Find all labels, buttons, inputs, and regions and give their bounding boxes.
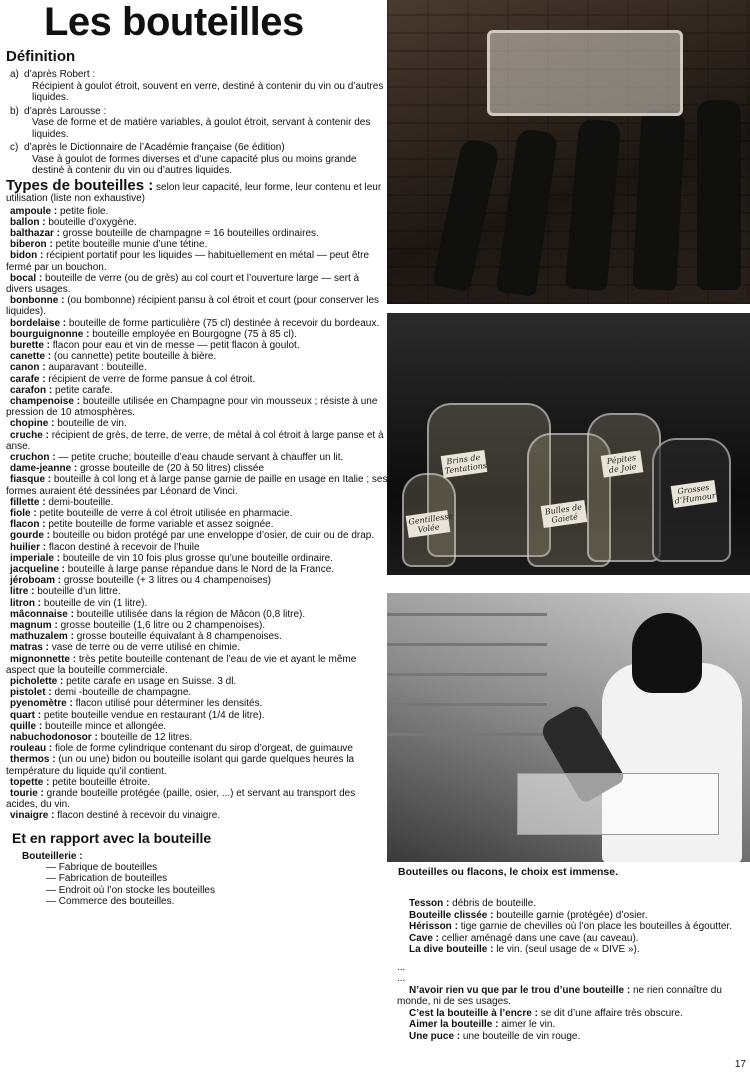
bottle-type-term: huilier : [10,541,47,553]
ellipsis: ... [397,961,406,973]
definition-label: c) [10,142,19,153]
bottle-type-entry [6,575,388,586]
shelf [387,613,547,616]
bottle-type-def: bouteille utilisée dans la région de Mâcon (0,8 litre). [76,608,306,620]
bottle-type-term: dame-jeanne : [10,463,78,475]
bottle-type-entry [6,519,388,530]
definition-item [10,106,388,141]
bottle-type-def: bouteille d’un littre. [37,586,121,598]
expression-item [397,921,747,933]
expression-term: Tesson : [409,898,450,909]
jar-label: Pépites de Joie [601,450,644,477]
bottle-type-def: demi -bouteille de champagne. [54,687,192,699]
bottle-type-term: fiole : [10,507,37,519]
expression-term: Aimer la bouteille : [409,1019,499,1030]
bottle-type-term: bidon : [10,250,44,262]
expression-term: Hérisson : [409,921,458,932]
bottle-type-def: petite bouteille vendue en restaurant (1/4 de litre). [43,709,265,721]
jar-label: Bulles de Gaieté [541,500,588,528]
bottle-type-term: carafon : [10,384,53,396]
shelf [387,643,547,646]
left-column [6,0,388,908]
bottle-type-def: vase de terre ou de verre utilisé en chimie. [51,642,241,654]
bottle-type-entry [6,508,388,519]
definition-item [10,142,388,177]
bottle [697,100,741,290]
bottle-type-term: biberon : [10,239,53,251]
bottle-type-entry [6,553,388,564]
bottle-type-def: bouteille mince et allongée. [45,720,167,732]
bottle-type-term: magnum : [10,620,58,632]
expression-def: débris de bouteille. [452,898,537,909]
bottle-type-def: bouteille de 12 litres. [100,732,193,744]
definition-body [24,69,388,104]
bottle-type-entry [6,430,388,452]
bottle-type-def: grande bouteille protégée (paille, osier, ...) et servant au transport des acides, du vin. [6,788,356,811]
bottle-type-term: pyenomètre : [10,698,73,710]
expression-item [397,898,747,910]
bottle-type-entry [6,452,388,463]
bottle-type-term: mignonnette : [10,653,77,665]
bottle-type-entry [6,418,388,429]
ellipsis: ... [397,973,406,984]
definition-text: Vase à goulot de formes diverses et d’une capacité plus ou moins grande destiné à contenir du vin ou d’autres liquides. [32,153,357,176]
jar-label: Gentillesse Volée [406,510,451,538]
rapport-item: — Fabrique de bouteilles [46,862,388,874]
bottle-type-def: grosse bouteille de champagne = 16 bouteilles ordinaires. [62,227,319,239]
definition-label: b) [10,105,19,117]
bottle-type-entry [6,620,388,631]
bottle-type-entry [6,228,388,239]
bottle-type-def: petite bouteille de verre à col étroit utilisée en pharmacie. [39,507,293,519]
bottle-type-term: bonbonne : [10,295,65,307]
bottle-type-entry [6,273,388,295]
bottle-type-entry [6,239,388,250]
bottle-type-term: jéroboam : [10,575,62,587]
bottle-type-entry [6,206,388,217]
bottle-type-term: litron : [10,597,42,609]
bottle-type-term: cruchon : [10,451,56,463]
bottle-type-term: chopine : [10,418,55,430]
bottle-type-term: tourie : [10,788,44,800]
bottle-type-entry [6,598,388,609]
expression-def: le vin. (seul usage de « DIVE »). [496,944,640,955]
bottle-type-term: litre : [10,586,35,598]
bottle-type-entry [6,542,388,553]
rapport-heading: Et en rapport avec la bouteille [12,829,212,846]
definition-item [10,69,388,104]
expression-term: La dive bouteille : [409,944,494,955]
bottle-type-term: jacqueline : [10,564,66,575]
shelf [387,703,547,706]
woman-hair [632,613,702,693]
bottle-type-entry [6,676,388,687]
bottle-type-entry [6,385,388,396]
bottle-type-def: petite fiole. [60,205,109,217]
expression-def: se dit d’une affaire très obscure. [540,1007,683,1019]
bottle-type-entry [6,497,388,508]
photo-bottle-rack [387,0,750,304]
rapport-list [46,862,388,908]
expression-def: ne rien connaître du monde, ni de ses usages. [397,984,722,1007]
bottle-type-entry [6,250,388,272]
rapport-item: — Endroit où l’on stocke les bouteilles [46,885,388,897]
bottle-type-entry [6,777,388,788]
bottle-type-term: bordelaise : [10,317,67,329]
expression-def: tige garnie de chevilles où l’on place les bouteilles à égoutter. [460,921,732,932]
bottle-type-def: bouteille de vin 10 fois plus grosse qu’une bouteille ordinaire. [62,552,333,564]
bottle-type-def: bouteille d’oxygène. [48,216,137,228]
bottle-type-entry [6,609,388,620]
bottle-type-def: — petite cruche; bouteille d’eau chaude servant à chauffer un lit. [58,451,344,463]
expression-def: une bouteille de vin rouge. [462,1030,581,1042]
bottle-type-def: récipient portatif pour les liquides — habituellement en métal — peut être fermé par un bouchon. [6,250,370,273]
bottle-type-term: champenoise : [10,395,81,407]
bottle-type-entry [6,788,388,810]
expression-item [397,1031,747,1043]
expression-def: aimer le vin. [501,1019,556,1030]
bottle-type-entry [6,631,388,642]
jar-label: Brins de Tentations [441,450,488,478]
bottle-type-def: (ou bombonne) récipient pansu à col étroit et court (pour conserver les liquides). [6,295,380,318]
bottle-type-entry [6,474,388,496]
bottle-type-term: bocal : [10,272,43,284]
bottle-type-entry [6,530,388,541]
bottle-type-entry [6,754,388,776]
bottle-type-term: mathuzalem : [10,631,74,643]
photo-jars [387,313,750,575]
expression-item [397,985,747,1008]
jar-label: Grosses d’Humour [671,480,718,508]
bottle-type-term: bourguignonne : [10,328,90,340]
photo-caption: Bouteilles ou flacons, le choix est immense. [398,866,618,878]
rapport-item: — Commerce des bouteilles. [46,896,388,908]
rapport-item: — Fabrication de bouteilles [46,873,388,885]
bottle-type-entry [6,721,388,732]
bottle-type-def: bouteille employée en Bourgogne (75 à 85 cl). [92,328,297,340]
definition-body [24,142,388,177]
expression-def: bouteille garnie (protégée) d’osier. [496,909,648,921]
bottle-type-term: thermos : [10,754,56,766]
bottle-type-term: quille : [10,720,43,732]
bottle-type-entry [6,463,388,474]
bottle-type-entry [6,654,388,676]
bottle-type-term: flacon : [10,519,46,531]
bottle-type-def: fiole de forme cylindrique contenant du sirop d’orgeat, de guimauve [55,743,353,755]
bottle-type-def: demi-bouteille. [48,496,114,508]
bottle-type-term: picholette : [10,676,64,688]
types-intro: selon leur capacité, leur forme, leur contenu et leur utilisation (liste non exhaustive) [6,181,382,204]
bottle-type-entry [6,318,388,329]
bottle-type-entry [6,295,388,317]
expression-term: Bouteille clissée : [409,909,494,921]
photo-lab-woman [387,593,750,862]
expression-item [397,944,747,956]
shelf [387,673,547,676]
expression-term: Une puce : [409,1030,461,1042]
definition-source: d’après Larousse : [24,105,107,117]
bottle-type-def: grosse bouteille de (20 à 50 litres) clissée [80,463,265,475]
bottle-type-def: bouteille à col long et à large panse garnie de paille en usage en Italie ; ses formes auraient été dessinées par Léonard de Vinci. [6,474,388,497]
bottle-type-def: bouteille à large panse répandue dans le Nord de la France. [67,564,335,575]
bottle-type-term: pistolet : [10,687,52,699]
bottle-type-term: burette : [10,339,50,351]
expression-def: cellier aménagé dans une cave (au caveau). [441,932,639,944]
bottle-type-def: très petite bouteille contenant de l’eau de vie et ayant le même aspect que la bouteille commerciale. [6,653,357,676]
bottle-type-def: grosse bouteille équivalant à 8 champenoises. [76,631,282,643]
bottle-type-entry [6,642,388,653]
bottle-type-def: flacon destiné à recevoir du vinaigre. [57,810,221,822]
bottle-type-term: nabuchodonosor : [10,732,98,744]
rack-basket [487,30,683,116]
definition-source: d’après Robert : [24,69,96,80]
bottle-type-def: récipient de grès, de terre, de verre, de métal à col étroit à large panse et à anse. [6,429,384,452]
bottle-type-def: petite bouteille de forme variable et assez soignée. [48,519,274,531]
expression-term: Cave : [409,932,440,944]
definition-source: d’après le Dictionnaire de l’Académie française (6e édition) [24,142,285,153]
bottle-type-def: récipient de verre de forme pansue à col étroit. [48,373,256,385]
expression-item [397,933,747,945]
shelf [387,733,547,736]
definition-heading: Définition [6,48,76,65]
bottle-type-entry [6,351,388,362]
bottle-type-term: ballon : [10,216,46,228]
bottle-type-entry [6,374,388,385]
bottle-type-term: fillette : [10,496,46,508]
page-number: 17 [734,1059,746,1070]
expression-term: N’avoir rien vu que par le trou d’une bouteille : [409,984,631,996]
types-heading: Types de bouteilles : [6,176,154,194]
expression-item [397,1019,747,1031]
bottle-type-term: balthazar : [10,227,61,239]
bottle-type-term: mâconnaise : [10,608,74,620]
bottle-type-def: grosse bouteille (+ 3 litres ou 4 champenoises) [63,575,271,587]
bottle-type-def: bouteille utilisée en Champagne pour vin mousseux ; résiste à une pression de 10 atmosphères. [6,395,378,419]
bottle-type-term: gourde : [10,530,50,542]
bottle-type-term: rouleau : [10,743,53,755]
expressions-list [397,898,747,1042]
bottle-type-def: (un ou une) bidon ou bouteille isolant qui garde quelques heures la température du liquide qu’il contient. [6,754,355,777]
bottle-type-entry [6,340,388,351]
types-heading-line [6,176,388,205]
expression-item [397,1008,747,1020]
bottle-type-term: ampoule : [10,205,58,217]
bottle-type-def: bouteille ou bidon protégé par une enveloppe d’osier, de cuir ou de drap. [52,530,375,542]
bottle-type-def: bouteille de forme particulière (75 cl) destinée à recevoir du bordeaux. [68,317,380,329]
bottle-type-def: auparavant : bouteille. [48,362,147,374]
rapport-subheading: Bouteillerie : [22,850,83,862]
bottle-type-term: cruche : [10,429,49,441]
jar [587,413,661,562]
bottle-type-entry [6,329,388,340]
types-list [6,206,388,822]
bottle-type-term: vinaigre : [10,810,55,822]
bottle-type-def: flacon pour eau et vin de messe — petit flacon à goulot. [52,339,300,351]
definition-list [10,69,388,177]
bottle-type-def: bouteille de vin. [57,418,127,430]
bottle-type-entry [6,698,388,709]
definition-label: a) [10,69,19,80]
bottle-type-def: petite bouteille étroite. [52,776,151,788]
bottle-type-term: topette : [10,776,50,788]
bottle-type-term: fiasque : [10,474,52,486]
bottle-type-def: petite bouteille munie d’une tétine. [55,239,208,251]
bottle-type-entry [6,687,388,698]
bottle-type-def: grosse bouteille (1,6 litre ou 2 champenoises). [60,620,266,632]
page-title: Les bouteilles [44,0,304,44]
bottle-type-term: canette : [10,351,52,363]
definition-text: Vase de forme et de matière variables, à goulot étroit, servant à contenir des liquides. [32,117,371,140]
bottle-type-term: matras : [10,642,49,654]
bottle-type-entry [6,732,388,743]
bottle-type-entry [6,362,388,373]
bottle-type-entry [6,217,388,228]
bottle-type-term: imperiale : [10,552,61,564]
bottle-type-entry [6,710,388,721]
definition-body [24,106,388,141]
bottle-type-def: bouteille de verre (ou de grès) au col court et l’ouverture large — sert à divers usages. [6,272,360,295]
bottle-type-def: (ou cannette) petite bouteille à bière. [53,351,217,363]
bottle-type-def: flacon destiné à recevoir de l’huile [48,541,200,553]
expression-term: C’est la bouteille à l’encre : [409,1007,538,1019]
bottle-type-term: quart : [10,709,42,721]
bottle-type-def: bouteille de vin (1 litre). [43,597,148,609]
bottle-type-entry [6,396,388,418]
expression-item [397,910,747,922]
bottle-type-def: petite carafe en usage en Suisse. 3 dl. [66,676,237,688]
bottle-type-def: flacon utilisé pour déterminer les densités. [75,698,263,710]
bottle-type-entry [6,810,388,821]
bottle [632,109,685,291]
bottle-type-term: carafe : [10,373,46,385]
rapport-section [6,830,388,908]
tube-rack [517,773,719,835]
definition-text: Récipient à goulot étroit, souvent en verre, destiné à contenir du vin ou d’autres liquides. [32,80,384,103]
bottle-type-entry [6,743,388,754]
bottle-type-entry [6,586,388,597]
bottle-type-def: petite carafe. [55,384,113,396]
bottle-type-term: canon : [10,362,46,374]
bottle-type-entry [6,564,388,575]
